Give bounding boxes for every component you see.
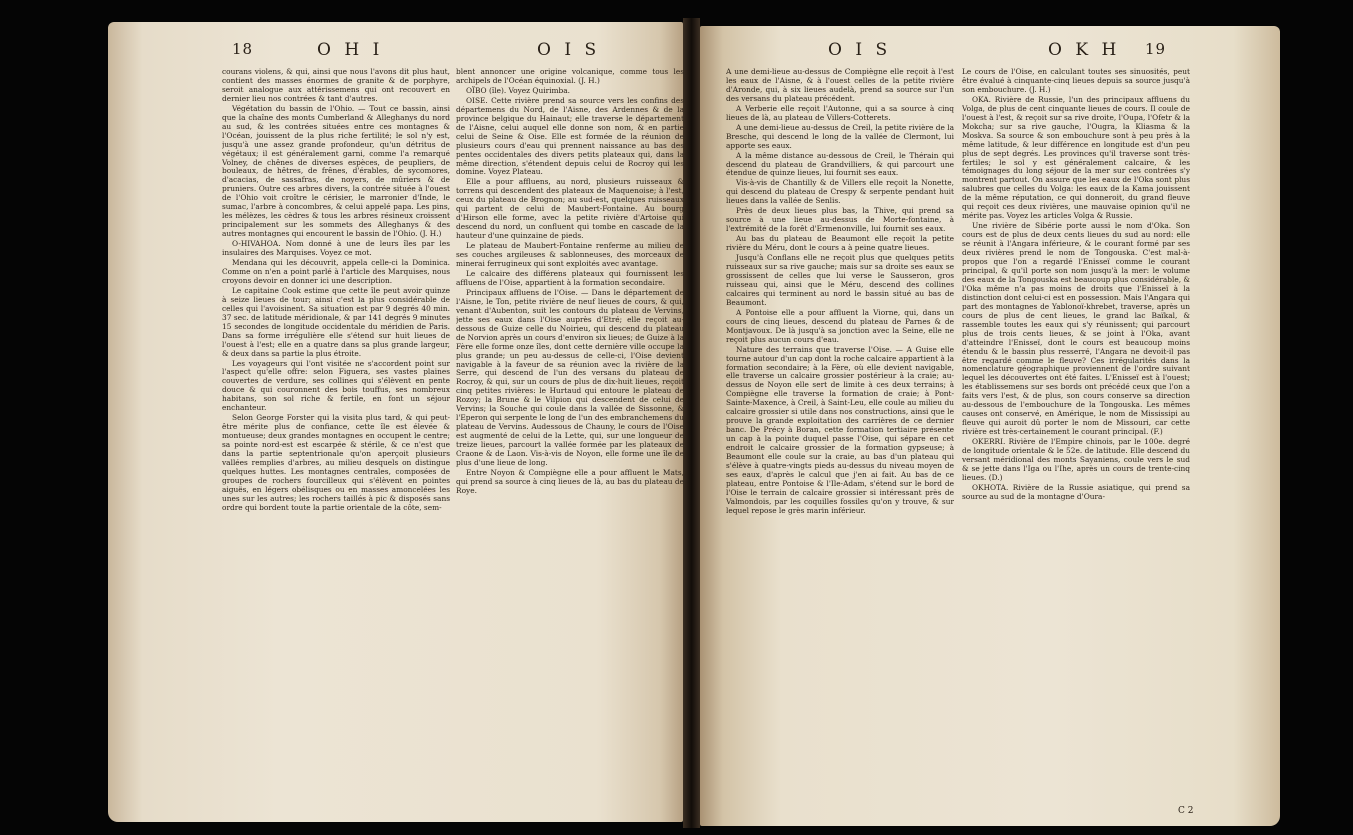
paragraph: Entre Noyon & Compiègne elle a pour affluent le Mats, qui prend sa source à cinq lieues de là, au bas du plateau de Roye. [456,467,684,495]
left-running-head: O H I [317,40,384,60]
paragraph: OISE. Cette rivière prend sa source vers les confins des départemens du Nord, de l'Aisne, des Ardennes & de la province belgique du Hainaut; elle traverse le département de l'Aisne, celui auquel elle donne son nom, & en partie celui de Seine & Oise. Elle est formée de la réunion de plusieurs cours d'eau qui prennent naissance au bas des pentes occidentales des divers petits plateaux qui, dans la même direction, s'étendent depuis celui de Rocroy qui les domine. Voyez Plateau. [456,95,684,177]
paragraph: Le capitaine Cook estime que cette île peut avoir quinze à seize lieues de tour; ainsi c'est la plus considérable de celles qui l'avoisinent. Sa situation est par 9 degrés 40 min. 37 sec. de latitude méridionale, & par 141 degrés 9 minutes 15 secondes de longitude occidentale du méridien de Paris. Dans sa forme irrégulière elle s'étend sur huit lieues de l'ouest à l'est; elle en a quatre dans sa plus grande largeur, & deux dans sa partie la plus étroite. [222,285,450,358]
paragraph: courans violens, & qui, ainsi que nous l'avons dit plus haut, contient des masses énormes de granite & de porphyre, seroit analogue aux attérissemens qui ont recouvert en dernier lieu nos contrées & tant d'autres. [222,68,450,103]
paragraph: Nature des terrains que traverse l'Oise. — A Guise elle tourne autour d'un cap dont la roche calcaire appartient à la formation secondaire; à la Fère, où elle devient navigable, elle traverse un calcaire grossier postérieur à la craie; au-dessus de Noyon elle sert de limite à ces deux terrains; à Compiègne elle traverse la formation de craie; à Pont-Sainte-Maxence, à Creil, à Saint-Leu, elle coule au milieu du calcaire grossier si utile dans nos constructions, ainsi que le prouve la grande exploitation des carrières de ce dernier banc. De Précy à Boran, cette formation tertiaire présente un cap à la pointe duquel passe l'Oise, qui sépare en cet endroit le calcaire grossier de la formation gypseuse; à Beaumont elle coule sur la craie, au bas d'un plateau qui s'élève à quatre-vingts pieds au-dessus du niveau moyen de ses eaux, d'après le calcul que j'en ai fait. Au bas de ce plateau, entre Pontoise & l'Ile-Adam, s'étend sur le bord de l'Oise le terrain de calcaire grossier si intéressant près de Valmondois, par les coquilles fossiles qu'on y trouve, & sur lequel repose le grès marin inférieur. [726,344,954,515]
paragraph: Une rivière de Sibérie porte aussi le nom d'Oka. Son cours est de plus de deux cents lieues du sud au nord: elle se réunit à l'Angara inférieure, & le courant formé par ses deux rivières prend le nom de Tongouska. C'est mal-à-propos que l'on a regardé l'Enisseï comme le courant principal, & qu'il porte son nom jusqu'à la mer: le volume des eaux de la Tongouska est beaucoup plus considérable, & l'Oka même n'a pas moins de droits que l'Enisseï à la distinction dont celui-ci est en possession. Mais l'Angara qui part des montagnes de Yablonoï-khrebet, traverse, après un cours de plus de cent lieues, le grand lac Baïkal, & rassemble toutes les eaux qui s'y réunissent; qui parcourt plus de trois cents lieues, & se joint à l'Oka, avant d'atteindre l'Enisseï, dont le cours est beaucoup moins étendu & le bassin plus resserré, l'Angara ne devoit-il pas être regardé comme le fleuve? Ces irrégularités dans la nomenclature géographique proviennent de l'ordre suivant lequel les découvertes ont été faites. L'Enisseï est à l'ouest; les établissemens sur ses bords ont précédé ceux que l'on a faits vers l'est, & de plus, son cours conserve sa direction au-dessous de l'embouchure de la Tongouska. Les mêmes causes ont conservé, en Amérique, le nom de Mississipi au fleuve qui auroit dû porter le nom de Missouri, car cette rivière est très-certainement le courant principal. (F.) [962,221,1190,437]
paragraph: OKA. Rivière de Russie, l'un des principaux affluens du Volga, de plus de cent cinquante lieues de cours. Il coule de l'ouest à l'est, & reçoit sur sa rive droite, l'Oupa, l'Ofetr & la Mokcha; sur sa rive gauche, l'Ougra, la Kliasma & la Moskva. Sa source & son embouchure sont à peu près à la même latitude, & leur différence en longitude est d'un peu plus de sept degrés. Les provinces qu'il traverse sont très-fertiles; le sol y est généralement calcaire, & les témoignages du long séjour de la mer sur ces contrées s'y montrent partout. On assure que les eaux de l'Oka sont plus salubres que celles du Volga: les eaux de la Kama jouissent de la même réputation, ce qui donneroit, du grand fleuve qui reçoit ces deux rivières, une mauvaise opinion qu'il ne mérite pas. Voyez les articles Volga & Russie. [962,94,1190,221]
paragraph: OKHOTA. Rivière de la Russie asiatique, qui prend sa source au sud de la montagne d'Oura- [962,482,1190,501]
paragraph: Le calcaire des différens plateaux qui fournissent les affluens de l'Oise, appartient à la formation secondaire. [456,268,684,287]
paragraph: Selon George Forster qui la visita plus tard, & qui peut-être mérite plus de confiance, cette île est élevée & montueuse; deux grandes montagnes en occupent le centre; sa pointe nord-est est escarpée & stérile, & ce n'est que dans la partie septentrionale qu'on aperçoit plusieurs vallées remplies d'arbres, au milieu desquels on distingue quelques huttes. Les montagnes centrales, composées de groupes de rochers fourcilleux qui s'élèvent en pointes aiguës, en légers obélisques ou en masses amoncelées les unes sur les autres; les rochers taillés à pic & disposés sans ordre qui bordent toute la partie orientale de la côte, sem- [222,413,450,512]
right-running-head: O K H [1048,40,1121,60]
paragraph: Le cours de l'Oise, en calculant toutes ses sinuosités, peut être évalué à cinquante-cinq lieues depuis sa source jusqu'à son embouchure. (J. H.) [962,68,1190,94]
paragraph: blent annoncer une origine volcanique, comme tous les archipels de l'Océan équinoxial. (J. H.) [456,68,684,85]
paragraph: OÏBO (île). Voyez Quirimba. [466,85,570,95]
paragraph: Elle a pour affluens, au nord, plusieurs ruisseaux & torrens qui descendent des plateaux de Maquenoise; à l'est, ceux du plateau de Brognon; au sud-est, quelques ruisseaux qui partent de celui de Maubert-Fontaine. Au bourg d'Hirson elle forme, avec la petite rivière d'Artoise qui descend du nord, un confluent qui tombe en cascade de la hauteur d'une quinzaine de pieds. [456,177,684,241]
left-column-1 [222,68,450,808]
paragraph: A une demi-lieue au-dessus de Creil, la petite rivière de la Bresche, qui descend le long de la vallée de Clermont, lui apporte ses eaux. [726,122,954,150]
right-column-1 [726,68,954,808]
left-column-2 [456,68,684,808]
paragraph: A la même distance au-dessous de Creil, le Thérain qui descend du plateau de Grandvilliers, & qui parcourt une étendue de quinze lieues, lui fournit ses eaux. [726,150,954,178]
paragraph: Jusqu'à Conflans elle ne reçoit plus que quelques petits ruisseaux sur sa rive gauche; mais sur sa droite ses eaux se grossissent de celles que lui verse le Sausseron, gros ruisseau qui, ainsi que le Méru, descend des collines calcaires qui terminent au nord le bassin situé au bas de Beaumont. [726,253,954,307]
paragraph: Végétation du bassin de l'Ohio. — Tout ce bassin, ainsi que la chaîne des monts Cumberland & Alleghanys du nord au sud, & les contrées situées entre ces montagnes & l'Océan, jouissent de la plus riche fertilité; le sol n'y est, jusqu'à une assez grande profondeur, qu'un détritus de végétaux; il est généralement garni, comme l'a remarqué Volney, de chênes de diverses espèces, de peupliers, de bouleaux, de hêtres, de frênes, d'érables, de sycomores, d'acacias, de sassafras, de noyers, de mûriers & de pruniers. Outre ces arbres divers, la contrée située à l'ouest de l'Ohio voit croître le cérisier, le marronier d'Inde, le sumac, l'arbre à concombres, & celui appelé papa. Les pins, les mélèzes, les cèdres & tous les arbres résineux croissent principalement sur les sommets des Alleghanys & des autres montagnes qui encourent le bassin de l'Ohio. (J. H.) [222,103,450,239]
paragraph: Mendana qui les découvrit, appela celle-ci la Dominica. Comme on n'en a point parlé à l'article des Marquises, nous croyons devoir en donner ici une description. [222,258,450,285]
paragraph: Au bas du plateau de Beaumont elle reçoit la petite rivière du Méru, dont le cours a à peine quatre lieues. [726,234,954,253]
left-page-number: 18 [232,40,254,58]
right-center-head: O I S [828,40,892,60]
left-center-head: O I S [537,40,601,60]
paragraph: Près de deux lieues plus bas, la Thive, qui prend sa source à une lieue au-dessus de Morte-fontaine, à l'extrémité de la forêt d'Ermenonville, lui fournit ses eaux. [726,206,954,234]
book-gutter [683,18,700,828]
paragraph: A Verberie elle reçoit l'Autonne, qui a sa source à cinq lieues de là, au plateau de Villers-Cotterets. [726,103,954,122]
paragraph: O-HIVAHOA. Nom donné à une de leurs îles par les insulaires des Marquises. Voyez ce mot. [222,239,450,258]
paragraph: Les voyageurs qui l'ont visitée ne s'accordent point sur l'aspect qu'elle offre: selon Figuera, ses vastes plaines couvertes de verdure, ses collines qui s'élèvent en pente douce & qui couronnent des bois touffus, ses nombreux habitans, son sol riche & fertile, en font un séjour enchanteur. [222,358,450,413]
paragraph: OKERRI. Rivière de l'Empire chinois, par le 100e. degré de longitude orientale & le 52e. de latitude. Elle descend du versant méridional des monts Sayaniens, coule vers le sud & se jette dans l'Iga ou l'Ihe, après un cours de trente-cinq lieues. (D.) [962,437,1190,482]
right-column-2 [962,68,1190,808]
paragraph: A Pontoise elle a pour affluent la Viorne, qui, dans un cours de cinq lieues, descend du plateau de Parnes & de Montjavoux. De là jusqu'à sa jonction avec la Seine, elle ne reçoit plus aucun cours d'eau. [726,307,954,344]
paragraph: Principaux affluens de l'Oise. — Dans le département de l'Aisne, le Ton, petite rivière de neuf lieues de cours, & qui, venant d'Aubenton, suit les contours du plateau de Vervins, jette ses eaux dans l'Oise auprès d'Etré; elle reçoit au-dessous de Guize celle du Noirieu, qui descend du plateau de Norvion après un cours d'environ six lieues; de Guize à la Fère elle forme onze îles, dont cette dernière ville occupe la plus grande; un peu au-dessus de celle-ci, l'Oise devient navigable à la faveur de sa réunion avec la rivière de la Serre, qui descend de l'un des versans du plateau de Rocroy, & qui, sur un cours de plus de dix-huit lieues, reçoit cinq petites rivières: le Hurtaud qui entoure le plateau de Rozoy; la Brune & le Vilpion qui descendent de celui de Vervins; la Souche qui coule dans la vallée de Sissonne, & l'Eperon qui serpente le long de l'un des embranchemens du plateau de Vervins. Audessous de Chauny, le cours de l'Oise est augmenté de celui de la Lette, qui, sur une longueur de treize lieues, parcourt la vallée formée par les plateaux de Craone & de Laon. Vis-à-vis de Noyon, elle forme une île de plus d'une lieue de long. [456,287,684,467]
right-page-number: 19 [1145,40,1167,58]
paragraph: Le plateau de Maubert-Fontaine renferme au milieu de ses couches argileuses & sablonneuses, des morceaux de minerai ferrugineux qui sont exploités avec avantage. [456,241,684,269]
paragraph: A une demi-lieue au-dessus de Compiègne elle reçoit à l'est les eaux de l'Aisne, & à l'ouest celles de la petite rivière d'Aronde, qui, à six lieues audelà, prend sa source sur l'un des versans du plateau précédent. [726,68,954,103]
paragraph: Vis-à-vis de Chantilly & de Villers elle reçoit la Nonette, qui descend du plateau de Crespy & serpente pendant huit lieues dans la vallée de Senlis. [726,178,954,206]
signature-mark: C 2 [1178,806,1194,816]
